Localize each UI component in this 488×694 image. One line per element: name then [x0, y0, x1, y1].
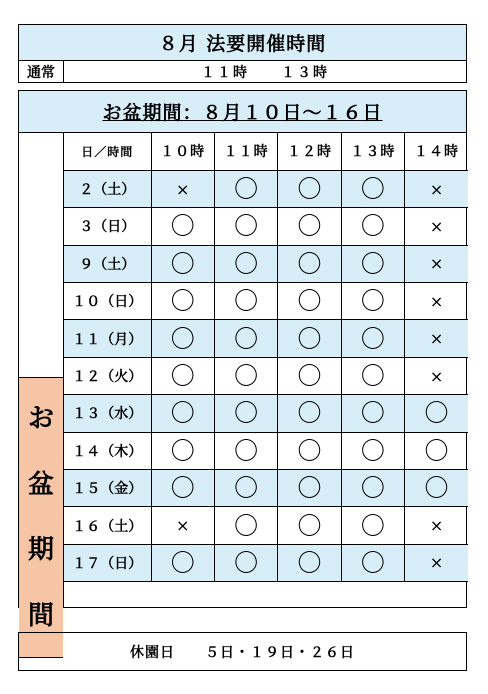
slot-cell: [214, 208, 277, 245]
slot-cell: [151, 170, 214, 207]
table-row: [64, 357, 468, 394]
slot-cell: [405, 170, 468, 207]
date-cell: １１（月）: [64, 320, 151, 357]
available-mark: 〇: [360, 511, 385, 540]
slot-cell: [341, 507, 404, 544]
available-mark: 〇: [170, 474, 195, 503]
date-cell: ９（土）: [64, 245, 151, 282]
unavailable-mark: ×: [429, 366, 444, 386]
slot-cell: [151, 283, 214, 320]
slot-cell: [405, 357, 468, 394]
side-char: 盆: [27, 469, 54, 500]
slot-cell: [278, 245, 341, 282]
slot-cell: [214, 320, 277, 357]
date-cell: １７（日）: [64, 544, 151, 581]
schedule-table: [64, 133, 468, 582]
available-mark: 〇: [360, 175, 385, 204]
table-row: [64, 283, 468, 320]
slot-cell: [341, 470, 404, 507]
slot-cell: [341, 357, 404, 394]
available-mark: 〇: [360, 249, 385, 278]
available-mark: 〇: [297, 212, 322, 241]
date-cell: １５（金）: [64, 470, 151, 507]
slot-cell: [278, 357, 341, 394]
available-mark: 〇: [170, 362, 195, 391]
table-row: [64, 320, 468, 357]
date-cell: １４（木）: [64, 432, 151, 469]
available-mark: 〇: [234, 399, 259, 428]
slot-cell: [278, 432, 341, 469]
table-row: [64, 432, 468, 469]
available-mark: 〇: [234, 436, 259, 465]
available-mark: 〇: [170, 436, 195, 465]
date-cell: １０（日）: [64, 283, 151, 320]
table-row: [64, 170, 468, 207]
slot-cell: [151, 432, 214, 469]
slot-cell: [341, 245, 404, 282]
slot-cell: [405, 208, 468, 245]
slot-cell: [405, 432, 468, 469]
header-cell: １１時: [214, 133, 277, 170]
date-cell: １３（水）: [64, 395, 151, 432]
slot-cell: [278, 395, 341, 432]
date-cell: １２（火）: [64, 357, 151, 394]
available-mark: 〇: [424, 436, 449, 465]
slot-cell: [278, 283, 341, 320]
unavailable-mark: ×: [429, 291, 444, 311]
available-mark: 〇: [360, 212, 385, 241]
slot-cell: [214, 170, 277, 207]
available-mark: 〇: [297, 436, 322, 465]
available-mark: 〇: [234, 249, 259, 278]
slot-cell: [405, 507, 468, 544]
available-mark: 〇: [360, 287, 385, 316]
side-char: 期: [27, 535, 54, 566]
available-mark: 〇: [360, 474, 385, 503]
available-mark: 〇: [170, 287, 195, 316]
side-column: [19, 133, 64, 632]
available-mark: 〇: [297, 175, 322, 204]
available-mark: 〇: [297, 548, 322, 577]
side-char: お: [27, 403, 54, 434]
slot-cell: [214, 544, 277, 581]
table-row: [64, 245, 468, 282]
slot-cell: [405, 320, 468, 357]
obon-title-bar: [19, 91, 466, 133]
obon-schedule: [18, 90, 467, 632]
available-mark: 〇: [234, 474, 259, 503]
slot-cell: [405, 470, 468, 507]
available-mark: 〇: [360, 399, 385, 428]
available-mark: 〇: [360, 324, 385, 353]
available-mark: 〇: [170, 399, 195, 428]
available-mark: 〇: [360, 362, 385, 391]
table-row: [64, 470, 468, 507]
slot-cell: [214, 432, 277, 469]
slot-cell: [341, 432, 404, 469]
available-mark: 〇: [170, 548, 195, 577]
header-cell: １３時: [341, 133, 404, 170]
table-header-row: [64, 133, 468, 170]
table-row: [64, 208, 468, 245]
obon-title: お盆期間：８月１０日～１６日: [102, 102, 383, 124]
unavailable-mark: ×: [175, 516, 190, 536]
slot-cell: [405, 283, 468, 320]
slot-cell: [278, 507, 341, 544]
closed-days: 休園日 ５日・１９日・２６日: [18, 632, 467, 671]
side-obon-label: [19, 378, 63, 658]
date-cell: ２（土）: [64, 170, 151, 207]
header-cell: １４時: [405, 133, 468, 170]
slot-cell: [341, 395, 404, 432]
table-row: [64, 395, 468, 432]
date-cell: １６（土）: [64, 507, 151, 544]
slot-cell: [151, 357, 214, 394]
slot-cell: [278, 170, 341, 207]
available-mark: 〇: [360, 436, 385, 465]
available-mark: 〇: [297, 399, 322, 428]
slot-cell: [214, 245, 277, 282]
slot-cell: [151, 507, 214, 544]
available-mark: 〇: [297, 324, 322, 353]
slot-cell: [151, 208, 214, 245]
slot-cell: [405, 245, 468, 282]
slot-cell: [341, 320, 404, 357]
slot-cell: [214, 395, 277, 432]
unavailable-mark: ×: [429, 329, 444, 349]
slot-cell: [278, 320, 341, 357]
table-row: [64, 507, 468, 544]
unavailable-mark: ×: [429, 553, 444, 573]
slot-cell: [151, 320, 214, 357]
available-mark: 〇: [234, 212, 259, 241]
available-mark: 〇: [234, 287, 259, 316]
unavailable-mark: ×: [429, 216, 444, 236]
slot-cell: [214, 507, 277, 544]
normal-hours-row: [18, 60, 467, 83]
header-cell: １２時: [278, 133, 341, 170]
header-cell: 日／時間: [64, 133, 151, 170]
normal-times: １１時 １３時: [201, 64, 329, 81]
unavailable-mark: ×: [429, 516, 444, 536]
slot-cell: [278, 544, 341, 581]
slot-cell: [151, 395, 214, 432]
slot-cell: [151, 245, 214, 282]
page-title: ８月 法要開催時間: [18, 24, 467, 60]
slot-cell: [341, 170, 404, 207]
unavailable-mark: ×: [175, 179, 190, 199]
available-mark: 〇: [297, 362, 322, 391]
slot-cell: [214, 470, 277, 507]
available-mark: 〇: [297, 511, 322, 540]
available-mark: 〇: [424, 399, 449, 428]
available-mark: 〇: [170, 324, 195, 353]
date-cell: ３（日）: [64, 208, 151, 245]
available-mark: 〇: [234, 324, 259, 353]
available-mark: 〇: [297, 474, 322, 503]
slot-cell: [214, 357, 277, 394]
available-mark: 〇: [297, 287, 322, 316]
header-cell: １０時: [151, 133, 214, 170]
slot-cell: [151, 544, 214, 581]
slot-cell: [405, 395, 468, 432]
slot-cell: [278, 470, 341, 507]
slot-cell: [341, 544, 404, 581]
unavailable-mark: ×: [429, 179, 444, 199]
slot-cell: [278, 208, 341, 245]
table-row: [64, 544, 468, 581]
slot-cell: [214, 283, 277, 320]
available-mark: 〇: [234, 548, 259, 577]
unavailable-mark: ×: [429, 254, 444, 274]
available-mark: 〇: [297, 249, 322, 278]
available-mark: 〇: [234, 511, 259, 540]
available-mark: 〇: [360, 548, 385, 577]
side-char: 間: [27, 601, 54, 632]
normal-label: 通常: [19, 61, 64, 82]
side-blank: [19, 133, 63, 378]
available-mark: 〇: [424, 474, 449, 503]
slot-cell: [405, 544, 468, 581]
available-mark: 〇: [234, 362, 259, 391]
slot-cell: [341, 283, 404, 320]
slot-cell: [151, 470, 214, 507]
available-mark: 〇: [234, 175, 259, 204]
slot-cell: [341, 208, 404, 245]
available-mark: 〇: [170, 249, 195, 278]
available-mark: 〇: [170, 212, 195, 241]
